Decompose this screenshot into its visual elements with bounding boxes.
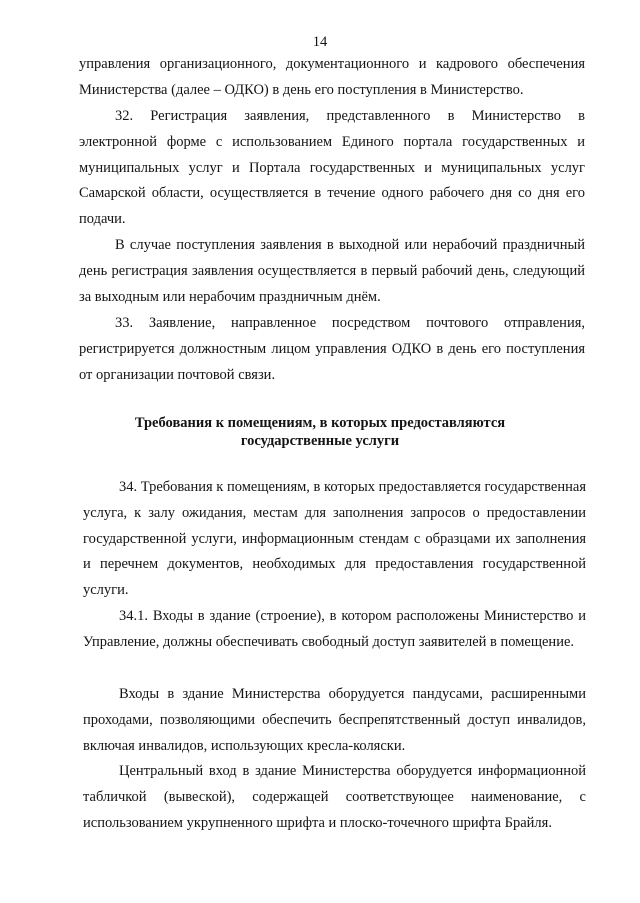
paragraph-34-1: 34.1. Входы в здание (строение), в котором расположены Министерство и Управление, должны обеспечивать свободный доступ заявителей в помещение.	[83, 608, 586, 650]
paragraph-32: 32. Регистрация заявления, представленного в Министерство в электронной форме с использованием Единого портала государственных и муниципальных услуг и Портала государственных и муниципальных услуг Самарской области, осуществляется в течение одного рабочего дня со дня его подачи.	[79, 108, 585, 228]
paragraph-holiday-registration: В случае поступления заявления в выходной или нерабочий праздничный день регистрация заявления осуществляется в первый рабочий день, следующий за выходным или нерабочим праздничным днём.	[79, 237, 585, 305]
paragraph-central-entrance: Центральный вход в здание Министерства оборудуется информационной табличкой (вывеской), содержащей соответствующее наименование, с использованием укрупненного шрифта и плоско-точечного шрифта Брайля.	[83, 763, 586, 831]
paragraph-odko-continuation: управления организационного, документационного и кадрового обеспечения Министерства (далее – ОДКО) в день его поступления в Министерство.	[79, 56, 585, 98]
section-heading: Требования к помещениям, в которых предоставляются государственные услуги	[134, 415, 506, 449]
paragraph-34: 34. Требования к помещениям, в которых предоставляется государственная услуга, к залу ожидания, местам для заполнения запросов о предоставлении государственной услуги, информационным стендам с образцами их заполнения и перечнем документов, необходимых для предоставления государственной услуги.	[83, 479, 586, 599]
page-number: 14	[312, 34, 328, 50]
paragraph-ramps: Входы в здание Министерства оборудуется пандусами, расширенными проходами, позволяющими обеспечить беспрепятственный доступ инвалидов, включая инвалидов, использующих кресла-коляски.	[83, 686, 586, 754]
paragraph-33: 33. Заявление, направленное посредством почтового отправления, регистрируется должностным лицом управления ОДКО в день его поступления от организации почтовой связи.	[79, 315, 585, 383]
